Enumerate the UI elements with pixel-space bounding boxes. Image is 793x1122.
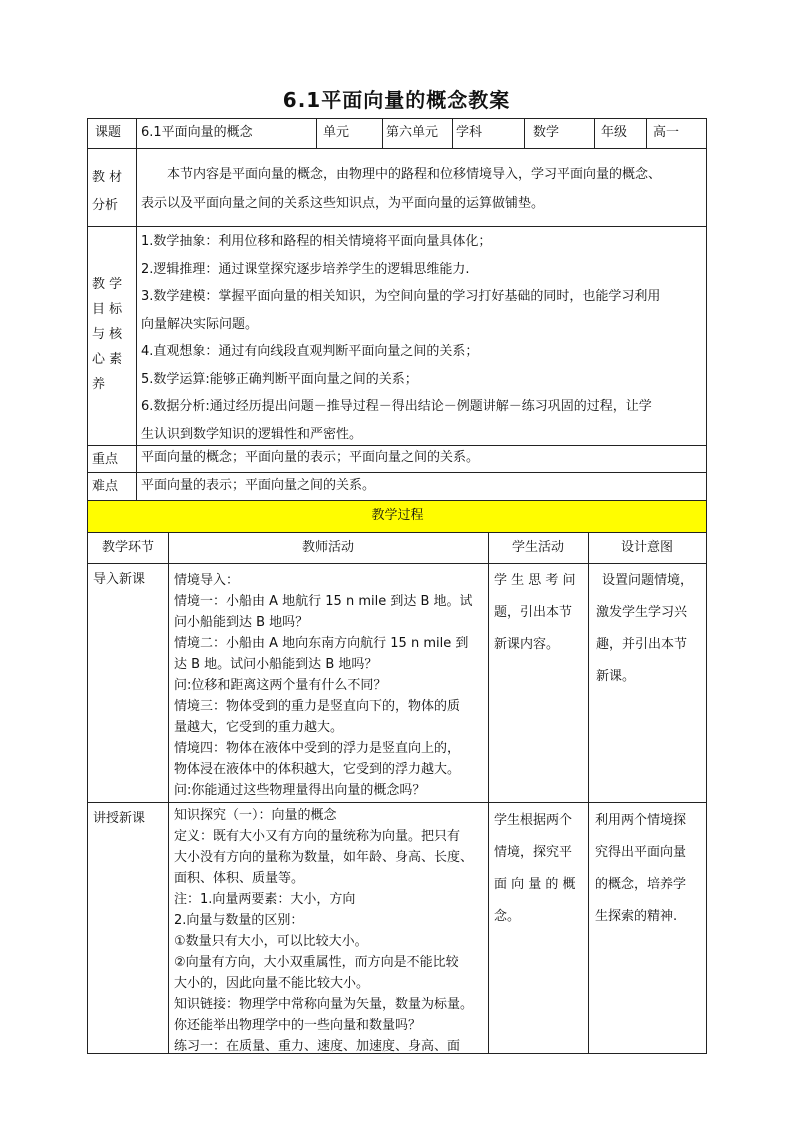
table-border <box>136 118 137 500</box>
table-border <box>87 500 88 1053</box>
table-border <box>452 118 453 148</box>
table-border <box>87 802 707 803</box>
table-border <box>488 532 489 1053</box>
student-activity-intro: 学 生 思 考 问 题，引出本节 新课内容。 <box>494 573 576 652</box>
table-border <box>382 118 383 148</box>
info-value-course: 6.1平面向量的概念 <box>141 125 253 140</box>
design-intent-new-lesson: 利用两个情境探 究得出平面向量 的概念，培养学 生探索的精神. <box>595 813 687 924</box>
goals-text: 1.数学抽象：利用位移和路程的相关情境将平面向量具体化； 2.逻辑推理：通过课堂探究逐步培养学生的逻辑思维能力. 3.数学建模：掌握平面向量的相关知识，为空间向量的学习打好基础的同时，也能学习利用 向量解决实际问题。 4.直观想象：通过有向线段直观判断平面向量之间的关系； 5.数学运算:能够正确判断平面向量之间的关系； 6.数据分析:通过经历提出问题－推导过程－得出结论－例题讲解－练习巩固的过程，让学 生认识到数学知识的逻辑性和严密性。 <box>141 234 661 442</box>
student-activity-new-lesson: 学生根据两个 情境，探究平 面 向 量 的 概 念。 <box>494 813 576 924</box>
teacher-activity-new-lesson: 知识探究（一）：向量的概念 定义：既有大小又有方向的量统称为向量。把只有 大小没有方向的量称为数量，如年龄、身高、长度、 面积、体积、质量等。 注：1.向量两要素：大小，方向 2.向量与数量的区别： ①数量只有大小，可以比较大小。 ②向量有方向，大小双重属性，而方向是不能比较 大小的，因此向量不能比较大小。 知识链接：物理学中常称向量为矢量，数量为标量。 你还能举出物理学中的一些向量和数量吗？ 练习一：在质量、重力、速度、加速度、身高、面 <box>174 808 474 1054</box>
stage-new-lesson: 讲授新课 <box>93 811 146 826</box>
info-label-unit: 单元 <box>323 125 350 140</box>
stage-intro: 导入新课 <box>93 572 146 587</box>
header-design: 设计意图 <box>620 540 673 555</box>
info-label-grade: 年级 <box>601 125 628 140</box>
analysis-label: 教 材 分析 <box>92 170 123 213</box>
table-border <box>87 148 707 149</box>
table-border <box>706 118 707 500</box>
page-title: 6.1平面向量的概念教案 <box>282 88 511 112</box>
info-value-unit: 第六单元 <box>386 125 439 140</box>
table-border <box>316 118 317 148</box>
table-border <box>87 472 707 473</box>
info-label-course: 课题 <box>95 125 122 140</box>
table-border <box>588 532 589 1053</box>
key-point-label: 重点 <box>92 452 119 467</box>
header-teacher: 教师活动 <box>301 540 354 555</box>
table-border <box>87 563 707 564</box>
table-border <box>646 118 647 148</box>
goals-label: 教 学 目 标 与 核 心 素 养 <box>92 277 123 392</box>
info-value-grade: 高一 <box>653 125 680 140</box>
process-band-label: 教学过程 <box>371 508 424 523</box>
table-border <box>87 532 707 533</box>
info-label-subject: 学科 <box>456 125 483 140</box>
key-point-text: 平面向量的概念；平面向量的表示；平面向量之间的关系。 <box>141 450 480 465</box>
analysis-text: 本节内容是平面向量的概念，由物理中的路程和位移情境导入，学习平面向量的概念、 表示以及平面向量之间的关系这些知识点，为平面向量的运算做铺垫。 <box>141 167 662 211</box>
header-student: 学生活动 <box>511 540 564 555</box>
table-border <box>524 118 525 148</box>
teacher-activity-intro: 情境导入： 情境一：小船由 A 地航行 15 n mile 到达 B 地。试 问小船能到达 B 地吗？ 情境二：小船由 A 地向东南方向航行 15 n mile 到 达 B 地。试问小船能到达 B 地吗？ 问:位移和距离这两个量有什么不同？ 情境三：物体受到的重力是竖直向下的，物体的质 量越大，它受到的重力越大。 情境四：物体在液体中受到的浮力是竖直向上的， 物体浸在液体中的体积越大，它受到的浮力越大。 问:你能通过这些物理量得出向量的概念吗？ <box>174 573 473 798</box>
header-stage: 教学环节 <box>101 540 154 555</box>
difficulty-label: 难点 <box>92 479 119 494</box>
table-border <box>87 226 707 227</box>
info-value-subject: 数学 <box>533 125 560 140</box>
design-intent-intro: 设置问题情境， 激发学生学习兴 趣，并引出本节 新课。 <box>596 573 694 684</box>
table-border <box>168 532 169 1053</box>
difficulty-text: 平面向量的表示；平面向量之间的关系。 <box>141 478 376 493</box>
table-border <box>594 118 595 148</box>
table-border <box>87 118 88 500</box>
table-border <box>87 118 707 119</box>
table-border <box>706 500 707 1053</box>
